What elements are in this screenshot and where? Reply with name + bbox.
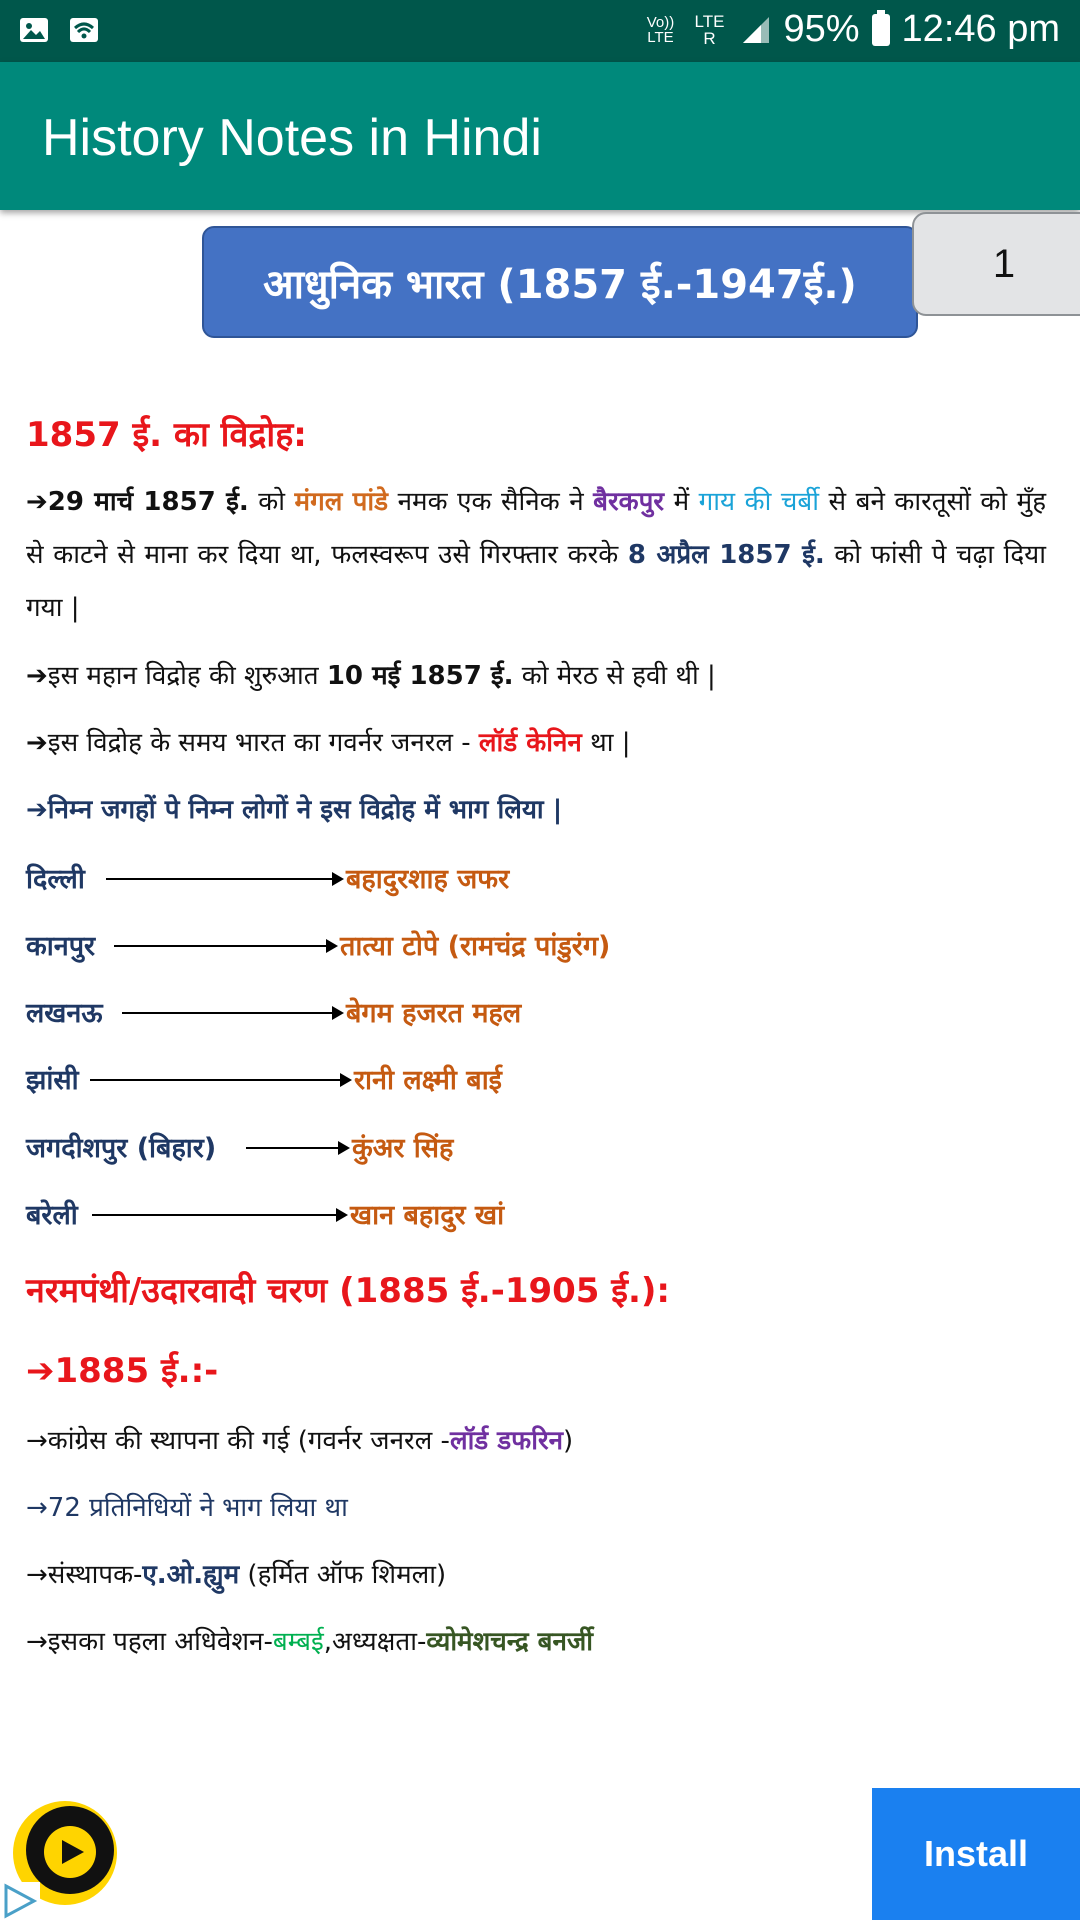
arrow-line — [106, 878, 334, 880]
place-name: बरेली — [26, 1200, 78, 1231]
arrow-line — [92, 1214, 338, 1216]
page-number-box: 1 — [912, 212, 1080, 316]
text: ,अध्यक्षता- — [323, 1627, 427, 1657]
item-congress-founded — [26, 1415, 573, 1468]
item-founder — [26, 1549, 446, 1602]
person-name: रानी लक्ष्मी बाई — [354, 1065, 502, 1096]
place-name: जगदीशपुर (बिहार) — [26, 1133, 217, 1164]
subheading-1885: ➔1885 ई.:- — [26, 1351, 219, 1391]
arrow-line — [246, 1147, 340, 1149]
paragraph-governor — [26, 717, 1046, 770]
place-name: झांसी — [26, 1065, 79, 1096]
text: →संस्थापक- — [26, 1560, 143, 1590]
text: को मेरठ से हवी थी | — [513, 661, 716, 691]
text: नमक एक सैनिक ने — [388, 487, 594, 517]
arrow-head — [332, 872, 344, 886]
person-name: कुंअर सिंह — [352, 1133, 454, 1164]
paragraph-participants: ➔निम्न जगहों पे निम्न लोगों ने इस विद्रोह में भाग लिया | — [26, 795, 563, 825]
arrow-line — [122, 1012, 334, 1014]
status-bar — [0, 0, 1080, 62]
arrow-head — [336, 1208, 348, 1222]
chapter-banner: आधुनिक भारत (1857 ई.-1947ई.) — [202, 226, 918, 338]
person-name: बेगम हजरत महल — [346, 998, 522, 1029]
text: को — [248, 487, 295, 517]
place-name: दिल्ली — [26, 864, 85, 895]
highlight-name: लॉर्ड डफरिन — [449, 1426, 564, 1456]
arrow-line — [114, 945, 328, 947]
text: में — [664, 487, 699, 517]
arrow-head — [332, 1006, 344, 1020]
text: →इसका पहला अधिवेशन- — [26, 1627, 273, 1657]
app-title: History Notes in Hindi — [42, 109, 542, 167]
highlight-city: बम्बई — [272, 1627, 324, 1657]
highlight-name: व्योमेशचन्द्र बनर्जी — [426, 1627, 593, 1657]
arrow-head — [326, 939, 338, 953]
date-text: 10 मई 1857 ई. — [326, 661, 514, 691]
arrow-bullet: ➔ — [26, 728, 48, 758]
highlight-name: मंगल पांडे — [294, 487, 389, 517]
paragraph-meerut — [26, 650, 1046, 703]
image-icon — [18, 14, 50, 46]
place-name: लखनऊ — [26, 998, 103, 1029]
text: ) — [563, 1426, 574, 1456]
volte-indicator: Vo)) LTE — [646, 13, 675, 46]
battery-percent: 95% — [783, 8, 860, 50]
place-name: कानपुर — [26, 931, 96, 962]
text: इस महान विद्रोह की शुरुआत — [47, 661, 327, 691]
battery-icon — [872, 14, 890, 46]
highlight-cause: गाय की चर्बी — [698, 487, 819, 517]
section-heading-1857: 1857 ई. का विद्रोह: — [26, 415, 307, 455]
highlight-name: लॉर्ड केनिन — [478, 728, 582, 758]
install-button[interactable]: Install — [872, 1788, 1080, 1920]
wifi-icon — [68, 14, 100, 46]
arrow-head — [340, 1073, 352, 1087]
text: →कांग्रेस की स्थापना की गई (गवर्नर जनरल - — [26, 1426, 450, 1456]
text: को फांसी पे चढ़ा दिया गया | — [26, 540, 1046, 623]
person-name: बहादुरशाह जफर — [346, 864, 510, 895]
network-type: LTE R — [694, 11, 725, 48]
person-name: खान बहादुर खां — [350, 1200, 505, 1231]
clock: 12:46 pm — [901, 8, 1060, 50]
date-text: 29 मार्च 1857 ई. — [47, 487, 249, 517]
app-bar — [0, 62, 1080, 210]
highlight-place: बैरकपुर — [593, 487, 665, 517]
text: इस विद्रोह के समय भारत का गवर्नर जनरल - — [47, 728, 479, 758]
date-text: 8 अप्रैल 1857 ई. — [627, 540, 825, 570]
item-first-session — [26, 1616, 593, 1669]
arrow-bullet: ➔ — [26, 661, 48, 691]
signal-icon — [741, 15, 771, 45]
highlight-name: ए.ओ.ह्युम — [142, 1560, 240, 1590]
item-delegates: →72 प्रतिनिधियों ने भाग लिया था — [26, 1493, 348, 1523]
text: से बने कारतूसों को मुँह से काटने से माना कर दिया था, फलस्वरूप उसे गिरफ्तार करके — [26, 487, 1047, 570]
ad-choices-icon[interactable] — [0, 1882, 40, 1920]
paragraph-mangal-pandey — [26, 476, 1046, 635]
arrow-bullet: ➔ — [26, 487, 48, 517]
arrow-head — [338, 1141, 350, 1155]
section-heading-moderate: नरमपंथी/उदारवादी चरण (1885 ई.-1905 ई.): — [26, 1271, 671, 1311]
person-name: तात्या टोपे (रामचंद्र पांडुरंग) — [340, 931, 611, 962]
text: (हर्मित ऑफ शिमला) — [239, 1560, 447, 1590]
arrow-line — [90, 1079, 342, 1081]
text: था | — [581, 728, 631, 758]
